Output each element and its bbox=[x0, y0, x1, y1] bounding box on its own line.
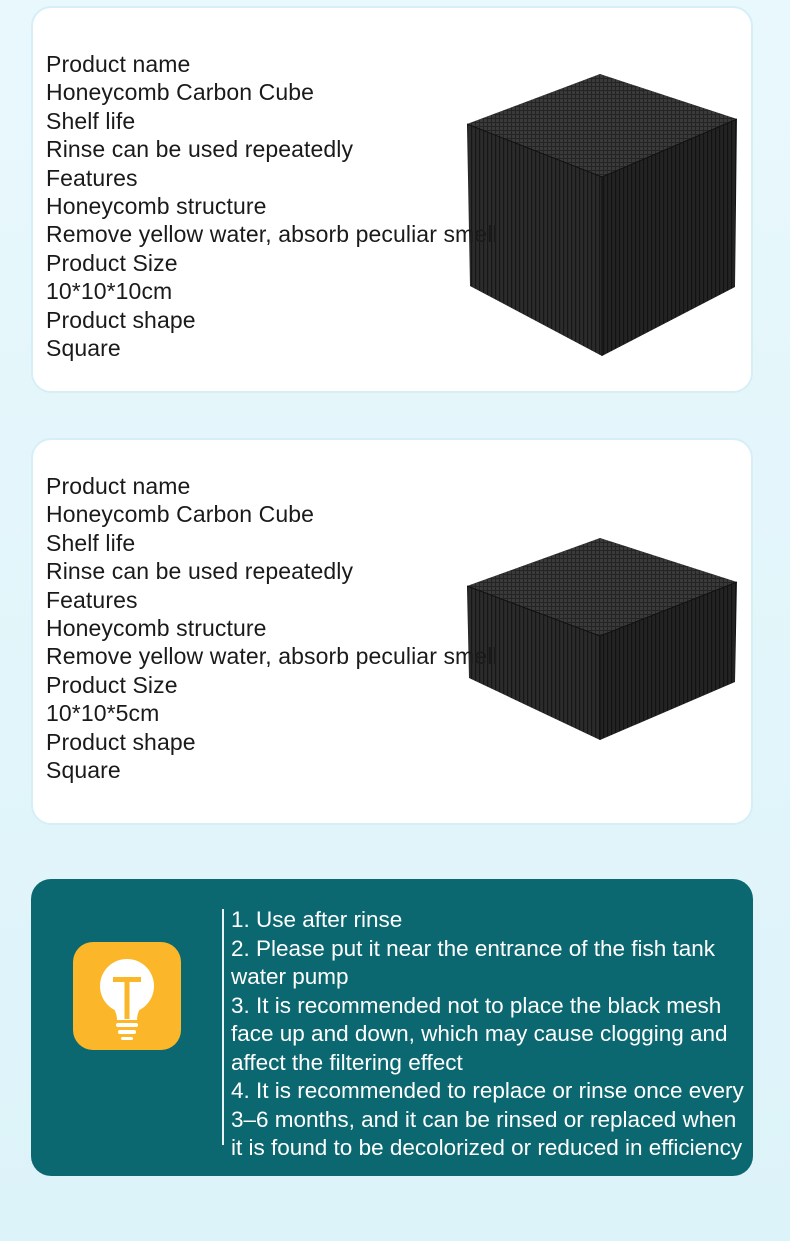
honeycomb-carbon-cube-image bbox=[467, 74, 737, 359]
usage-tips-panel bbox=[31, 879, 753, 1176]
usage-tips-list bbox=[231, 906, 744, 1163]
divider bbox=[222, 909, 224, 1145]
spec-value-product-shape: Square bbox=[46, 757, 121, 784]
tip-line: affect the filtering effect bbox=[231, 1049, 463, 1075]
spec-value-features-1: Honeycomb structure bbox=[46, 193, 267, 220]
spec-value-product-size: 10*10*5cm bbox=[46, 700, 160, 727]
spec-list bbox=[46, 50, 498, 362]
spec-label-product-shape: Product shape bbox=[46, 728, 196, 755]
tip-line: water pump bbox=[231, 964, 349, 989]
spec-value-shelf-life: Rinse can be used repeatedly bbox=[46, 558, 354, 585]
spec-label-product-size: Product Size bbox=[46, 249, 178, 276]
spec-value-product-name: Honeycomb Carbon Cube bbox=[46, 79, 315, 106]
spec-value-features-2: Remove yellow water, absorb peculiar smell bbox=[46, 221, 498, 248]
spec-label-shelf-life: Shelf life bbox=[46, 107, 136, 134]
honeycomb-carbon-block-image bbox=[467, 538, 737, 743]
spec-label-product-name: Product name bbox=[46, 51, 191, 77]
tip-line: it is found to be decolorized or reduced in efficiency bbox=[231, 1135, 743, 1160]
lightbulb-badge bbox=[73, 942, 181, 1050]
spec-label-features: Features bbox=[46, 164, 138, 191]
spec-value-features-2: Remove yellow water, absorb peculiar smell bbox=[46, 643, 498, 670]
spec-label-features: Features bbox=[46, 586, 138, 613]
product-card-small bbox=[31, 438, 753, 825]
spec-value-product-shape: Square bbox=[46, 335, 121, 362]
tip-line: 4. It is recommended to replace or rinse once every bbox=[231, 1078, 744, 1103]
spec-list bbox=[46, 472, 498, 784]
tip-line: face up and down, which may cause clogging and bbox=[231, 1021, 728, 1046]
tip-line: 3. It is recommended not to place the black mesh bbox=[231, 992, 722, 1018]
spec-label-shelf-life: Shelf life bbox=[46, 529, 136, 556]
spec-value-features-1: Honeycomb structure bbox=[46, 615, 267, 642]
spec-value-product-size: 10*10*10cm bbox=[46, 278, 173, 305]
tip-line: 3–6 months, and it can be rinsed or replaced when bbox=[231, 1106, 737, 1132]
lightbulb-icon bbox=[73, 942, 181, 1050]
spec-label-product-size: Product Size bbox=[46, 671, 178, 698]
spec-value-shelf-life: Rinse can be used repeatedly bbox=[46, 136, 354, 163]
spec-value-product-name: Honeycomb Carbon Cube bbox=[46, 501, 315, 528]
tip-line: 1. Use after rinse bbox=[231, 907, 403, 932]
product-card-large bbox=[31, 6, 753, 393]
spec-label-product-name: Product name bbox=[46, 473, 191, 499]
spec-label-product-shape: Product shape bbox=[46, 306, 196, 333]
tip-line: 2. Please put it near the entrance of the fish tank bbox=[231, 935, 716, 961]
